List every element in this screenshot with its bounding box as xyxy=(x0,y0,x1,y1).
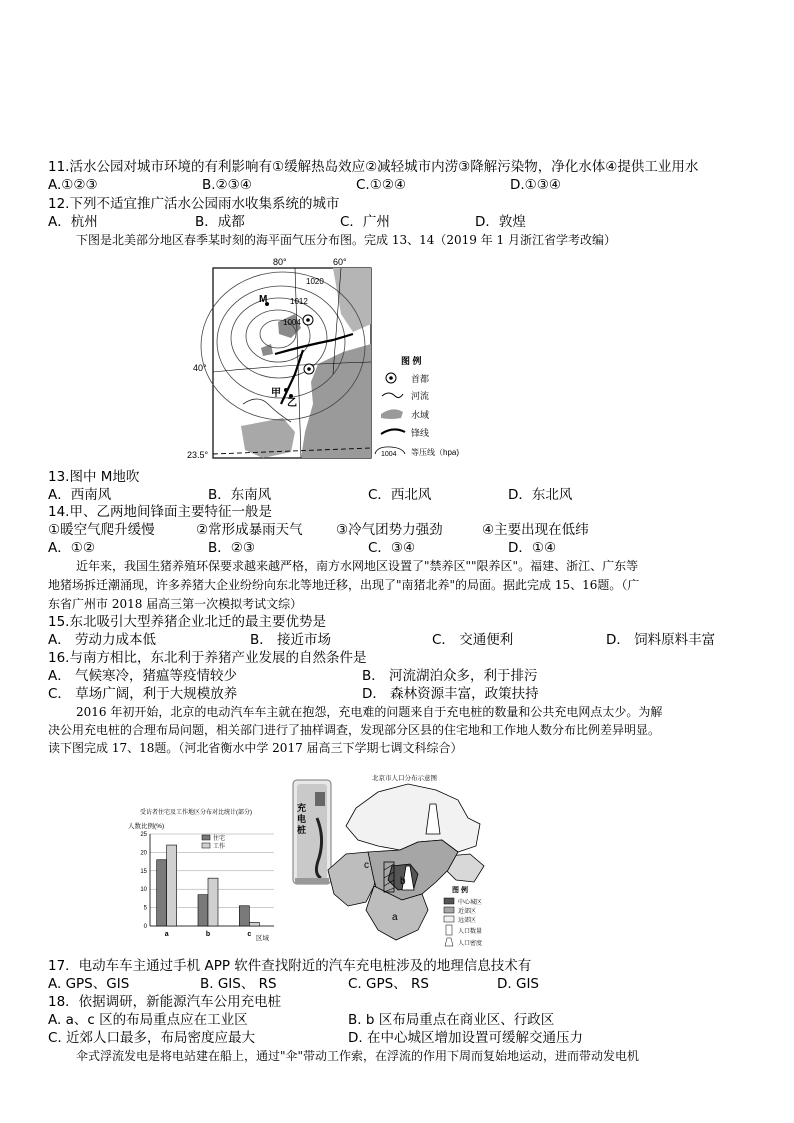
lat-label-60: 60° xyxy=(333,257,347,267)
bar-b-住宅 xyxy=(198,895,208,926)
q17-option-b: B. GIS、 RS xyxy=(200,976,277,992)
intro-15-line-2: 地猪场拆迁潮涌现，许多养猪大企业纷纷向东北等地迁移，出现了"南猪北养"的局面。据此完成 15、16题。（广 xyxy=(48,578,640,592)
bar-a-工作 xyxy=(167,845,177,926)
legend-population-swatch xyxy=(446,925,452,935)
q15-stem: 15.东北吸引大型养猪企业北迁的最主要优势是 xyxy=(48,614,326,630)
q14-stem: 14.甲、乙两地间锋面主要特征一般是 xyxy=(48,504,272,520)
q15-option-a: A． 劳动力成本低 xyxy=(48,632,157,648)
y-tick-label: 25 xyxy=(140,832,147,838)
legend-outer-swatch xyxy=(444,916,454,922)
legend-swatch xyxy=(202,843,210,848)
lat-label-40: 40° xyxy=(193,363,207,373)
x-category-label: c xyxy=(247,931,252,938)
legend-front-icon xyxy=(381,429,405,434)
q11-option-c: C.①②④ xyxy=(356,177,407,193)
lat-label-23-5: 23.5° xyxy=(187,450,209,460)
map1-legend-capital: 首都 xyxy=(411,374,430,384)
intro-17-line-3: 读下图完成 17、18题。（河北省衡水中学 2017 届高三下学期七调文科综合） xyxy=(48,741,463,755)
intro-17-line-1: 2016 年初开始，北京的电动汽车车主就在抱怨，充电难的问题来自于充电桩的数量和公共充电网点太少。为解 xyxy=(76,705,663,719)
weather-map-figure xyxy=(183,254,483,462)
q12-option-b: B．成都 xyxy=(195,214,245,230)
q18-option-b: B. b 区布局重点在商业区、行政区 xyxy=(348,1012,555,1028)
bar-c-住宅 xyxy=(239,906,249,926)
q13-option-a: A．西南风 xyxy=(48,487,112,503)
x-category-label: b xyxy=(205,931,211,938)
q16-option-b: B． 河流湖泊众多，利于排污 xyxy=(362,668,538,684)
point-jia-label: 甲 xyxy=(271,388,281,399)
q11-stem: 11.活水公园对城市环境的有利影响有①缓解热岛效应②减轻城市内涝③降解污染物，净化水体④提供工业用水 xyxy=(48,159,699,175)
legend-inner-swatch xyxy=(444,907,454,913)
q17-option-d: D. GIS xyxy=(497,976,539,992)
q14-item-2: ②常形成暴雨天气 xyxy=(196,522,303,538)
chart-xlabel: 区域 xyxy=(256,935,269,942)
map2-legend-outer: 远郊区 xyxy=(458,918,477,924)
q14-option-b: B．②③ xyxy=(208,540,255,556)
region-label-a: a xyxy=(392,912,398,923)
q13-option-c: C．西北风 xyxy=(368,487,432,503)
q15-option-d: D． 饲料原料丰富 xyxy=(606,632,716,648)
q14-item-4: ④主要出现在低纬 xyxy=(482,522,589,538)
q16-option-d: D． 森林资源丰富，政策扶持 xyxy=(362,686,539,702)
intro-19-line-1: 伞式浮流发电是将电站建在船上，通过"伞"带动工作索，在浮流的作用下周而复始地运动，进而带动发电机 xyxy=(76,1049,640,1063)
map2-legend-population: 人口数量 xyxy=(458,929,483,935)
region-label-c: c xyxy=(364,860,369,871)
q18-stem: 18．依据调研，新能源汽车公用充电桩 xyxy=(48,994,282,1010)
bar-a-住宅 xyxy=(157,860,167,926)
q12-option-a: A．杭州 xyxy=(48,214,98,230)
map1-legend-front: 锋线 xyxy=(411,428,430,438)
y-tick-label: 0 xyxy=(143,924,147,930)
q15-option-b: B． 接近市场 xyxy=(250,632,332,648)
q13-stem: 13.图中 M地吹 xyxy=(48,469,140,485)
q16-option-a: A． 气候寒冷，猪瘟等疫情较少 xyxy=(48,668,238,684)
map2-legend-title: 图 例 xyxy=(452,887,468,894)
q18-option-d: D. 在中心城区增加设置可缓解交通压力 xyxy=(348,1030,583,1046)
q14-item-3: ③冷气团势力强劲 xyxy=(336,522,443,538)
chart-title: 受访者住宅及工作地区分布对比统计(部分) xyxy=(140,810,252,816)
map1-legend-isobar: 等压线（hpa) xyxy=(411,448,460,457)
lat-label-80: 80° xyxy=(273,257,287,267)
q15-option-c: C． 交通便利 xyxy=(432,632,514,648)
point-yi-label: 乙 xyxy=(287,398,297,409)
q13-option-b: B．东南风 xyxy=(208,487,272,503)
q17-stem: 17．电动车车主通过手机 APP 软件查找附近的汽车充电桩涉及的地理信息技术有 xyxy=(48,958,532,974)
map1-legend-water: 水域 xyxy=(411,410,430,420)
q16-option-c: C． 草场广阔，利于大规模放养 xyxy=(48,686,238,702)
legend-label: 住宅 xyxy=(213,836,226,842)
map2-title: 北京市人口分布示意图 xyxy=(372,775,437,782)
bar-c-工作 xyxy=(249,922,259,926)
isobar-label-1004: 1004 xyxy=(283,318,301,327)
legend-density-swatch xyxy=(445,938,453,946)
q11-option-b: B.②③④ xyxy=(202,177,252,193)
map2-legend-density: 人口密度 xyxy=(458,941,483,947)
point-jia-marker xyxy=(284,388,288,392)
chart-ylabel: 人数比例(%) xyxy=(128,823,165,830)
legend-central-swatch xyxy=(444,898,454,904)
map1-legend-river: 河流 xyxy=(411,391,430,401)
x-category-label: a xyxy=(164,931,169,938)
q12-option-d: D．敦煌 xyxy=(475,214,526,230)
y-tick-label: 5 xyxy=(143,905,147,912)
y-tick-label: 15 xyxy=(140,868,147,875)
map2-legend-inner: 近郊区 xyxy=(458,909,477,915)
q14-item-1: ①暖空气爬升缓慢 xyxy=(48,522,155,538)
q18-option-a: A. a、c 区的布局重点应在工业区 xyxy=(48,1012,248,1028)
point-m-label: M xyxy=(259,294,268,305)
bar-b-工作 xyxy=(208,878,218,926)
intro-13-14: 下图是北美部分地区春季某时刻的海平面气压分布图。完成 13、14（2019 年 1 月浙江省学考改编） xyxy=(76,233,616,247)
legend-river-icon xyxy=(382,393,403,398)
intro-15-line-3: 东省广州市 2018 届高三第一次模拟考试文综） xyxy=(48,597,303,611)
isobar-label-1020: 1020 xyxy=(306,277,324,286)
q18-option-c: C. 近郊人口最多，布局密度应最大 xyxy=(48,1030,256,1046)
q11-option-d: D.①③④ xyxy=(510,177,561,193)
legend-water-icon xyxy=(381,409,403,419)
q17-option-c: C. GPS、 RS xyxy=(348,976,429,992)
legend-swatch xyxy=(202,835,210,840)
intro-17-line-2: 决公用充电桩的合理布局问题，相关部门进行了抽样调查，发现部分区县的住宅地和工作地人数分布比例差异明显。 xyxy=(48,723,661,737)
q17-option-a: A. GPS、GIS xyxy=(48,976,130,992)
q12-option-c: C．广州 xyxy=(340,214,390,230)
y-tick-label: 10 xyxy=(140,887,147,894)
isobar-label-1012: 1012 xyxy=(290,297,308,306)
map2-legend-central: 中心城区 xyxy=(458,900,483,906)
outer-suburb-north xyxy=(346,784,480,852)
region-label-b: b xyxy=(400,876,406,887)
q14-option-a: A．①② xyxy=(48,540,95,556)
map1-legend-isobar-value: 1004 xyxy=(381,451,397,458)
legend-label: 工作 xyxy=(213,844,226,850)
beijing-map-figure xyxy=(318,770,500,954)
bar-chart-figure xyxy=(128,800,288,948)
q16-stem: 16.与南方相比，东北利于养猪产业发展的自然条件是 xyxy=(48,650,367,666)
charger-label: 充电桩 xyxy=(297,804,307,836)
q12-stem: 12.下列不适宜推广活水公园雨水收集系统的城市 xyxy=(48,196,340,212)
q14-option-c: C．③④ xyxy=(368,540,416,556)
intro-15-line-1: 近年来，我国生猪养殖环保要求越来越严格，南方水网地区设置了"禁养区""限养区"。福建、浙江、广东等 xyxy=(76,559,639,573)
map1-legend-title: 图 例 xyxy=(401,356,422,366)
q14-option-d: D．①④ xyxy=(508,540,557,556)
q13-option-d: D．东北风 xyxy=(508,487,573,503)
y-tick-label: 20 xyxy=(140,850,147,857)
q11-option-a: A.①②③ xyxy=(48,177,98,193)
